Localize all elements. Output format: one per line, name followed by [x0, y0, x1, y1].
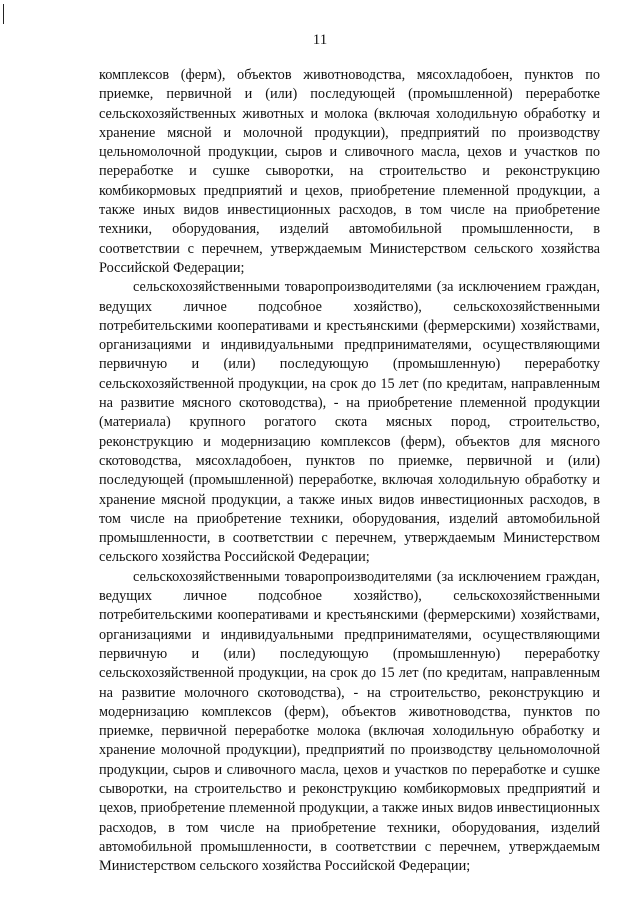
- scan-edge-mark: [3, 4, 4, 24]
- page-number: 11: [312, 32, 328, 48]
- paragraph-dairy-cattle: сельскохозяйственными товаропроизводителями (за исключением граждан, ведущих личное подсобное хозяйство), сельскохозяйственными потребительскими кооперативами и крестьянскими (фермерскими) хозяйствами, организациями и индивидуальными предпринимателями, осуществляющими первичную и (или) последующую (промышленную) переработку сельскохозяйственной продукции, на срок до 15 лет (по кредитам, направленным на развитие молочного скотоводства), - на строительство, реконструкцию и модернизацию комплексов (ферм), объектов животноводства, пунктов по приемке, первичной переработке молока (включая холодильную обработку и хранение молочной продукции), предприятий по производству цельномолочной продукции, сыров и сливочного масла, цехов и участков по переработке и сушке сыворотки, на строительство и реконструкцию комбикормовых предприятий и цехов, приобретение племенной продукции, а также иных видов инвестиционных расходов, в том числе на приобретение техники, оборудования, изделий автомобильной промышленности, в соответствии с перечнем, утверждаемым Министерством сельского хозяйства Российской Федерации;: [99, 568, 600, 875]
- paragraph-continuation: комплексов (ферм), объектов животноводства, мясохладобоен, пунктов по приемке, первичной и (или) последующей (промышленной) переработке сельскохозяйственных животных и молока (включая холодильную обработку и хранение мясной и молочной продукции), предприятий по производству цельномолочной продукции, сыров и сливочного масла, цехов и участков по переработке и сушке сыворотки, на строительство и реконструкцию комбикормовых предприятий и цехов, приобретение племенной продукции, а также иных видов инвестиционных расходов, в том числе на приобретение техники, оборудования, изделий автомобильной промышленности, в соответствии с перечнем, утверждаемым Министерством сельского хозяйства Российской Федерации;: [99, 67, 600, 276]
- body-text: [99, 66, 600, 876]
- paragraph-meat-cattle: сельскохозяйственными товаропроизводителями (за исключением граждан, ведущих личное подсобное хозяйство), сельскохозяйственными потребительскими кооперативами и крестьянскими (фермерскими) хозяйствами, организациями и индивидуальными предпринимателями, осуществляющими первичную и (или) последующую (промышленную) переработку сельскохозяйственной продукции, на срок до 15 лет (по кредитам, направленным на развитие мясного скотоводства), - на приобретение племенной продукции (материала) крупного рогатого скота мясных пород, строительство, реконструкцию и модернизацию комплексов (ферм), объектов для мясного скотоводства, мясохладобоен, пунктов по приемке, первичной и (или) последующей (промышленной) переработке, включая холодильную обработку и хранение мясной продукции, а также иных видов инвестиционных расходов, в том числе на приобретение техники, оборудования, изделий автомобильной промышленности, в соответствии с перечнем, утверждаемым Министерством сельского хозяйства Российской Федерации;: [99, 279, 600, 566]
